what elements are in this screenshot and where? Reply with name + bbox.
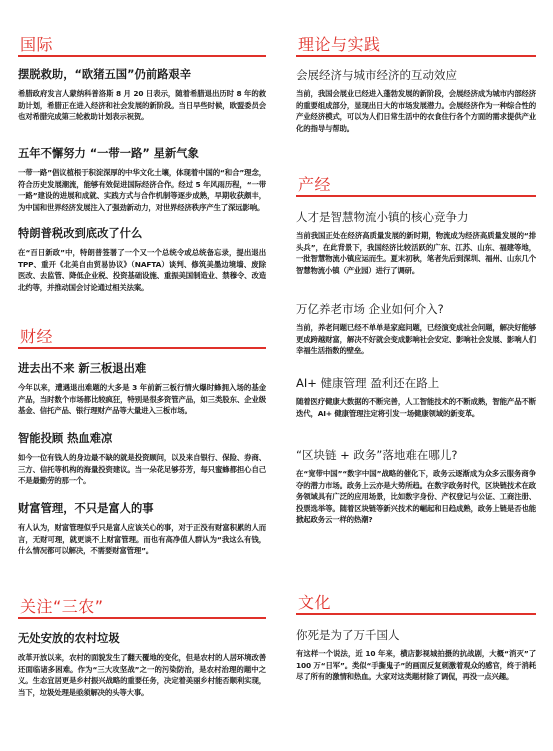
article[interactable]: [18, 502, 266, 557]
section-theory: [296, 30, 536, 133]
article-body: 当前我国正处在经济高质量发展的新时期，物流成为经济高质量发展的“排头兵”，在此背景下，我国经济比较活跃的广东、江苏、山东、福建等地，一批智慧物流小镇应运而生。夏末初秋，笔者先后到深圳、福州、山东几个智慧物流小镇（产业园）进行了调研。: [296, 231, 536, 275]
article-title[interactable]: 智能投顾 热血难凉: [18, 432, 113, 445]
article-body: 有人认为，财富管理似乎只是富人应该关心的事，对于正没有财富积累的人而言，无财可理，就更谈不上财富管理。而也有高净值人群认为“我这么有钱，什么情况都可以解决，不需要财富管理”。: [18, 523, 266, 556]
section-finance: [18, 322, 266, 556]
article[interactable]: [18, 432, 266, 487]
article-body: 在“百日新政”中，特朗普签署了一个又一个总统令或总统备忘录，提出退出 TPP、重开《北美自由贸易协议》（NAFTA）谈判、修筑美墨边境墙、废除医改、去监管、降低企业税、投资基础设施、重振美国制造业、禁穆令、改造北约等，并推动国会讨论通过相关法案。: [18, 248, 266, 292]
article-body: 今年以来，遭遇退出难题的大多是 3 年前新三板行情火爆时蜂拥入场的基金产品，当时数个市场都比较疯狂，特别是很多资管产品，如三类股东、企业级基金、信托产品、银行理财产品等大量进入三板市场。: [18, 383, 266, 416]
article[interactable]: [296, 302, 536, 357]
article-title[interactable]: 万亿养老市场 企业如何介入?: [296, 302, 444, 316]
article-title[interactable]: 人才是智慧物流小镇的核心竞争力: [296, 210, 469, 224]
article[interactable]: [296, 448, 536, 526]
article-title[interactable]: “区块链 + 政务”落地难在哪儿?: [296, 448, 458, 462]
section-header: [18, 592, 266, 622]
section-title: 理论与实践: [298, 35, 381, 54]
section-culture: [296, 588, 536, 682]
section-divider: [296, 195, 536, 197]
article-title[interactable]: 你死是为了万千国人: [296, 628, 400, 642]
section-header: [18, 322, 266, 352]
section-divider: [18, 617, 266, 619]
article[interactable]: [18, 147, 266, 213]
article-body: 当前，养老问题已经不单单是家庭问题，已经演变成社会问题，解决好能够更成跨越财富，解决不好就会变成影响社会安定、影响社会发展、影响人们幸福生活指数的壁垒。: [296, 323, 536, 356]
article-title[interactable]: 摆脱救助，“欧猪五国”仍前路艰辛: [18, 68, 192, 81]
article-body: 一带一路”倡议植根于积淀深厚的中华文化土壤，体现着中国的“和合”理念，符合历史发展潮流，能够有效促进国际经济合作。经过 5 年风雨历程，“一带一路”建设的进展和成就、实践方式与合作机制等逐步成熟，早期收获颇丰，为中国和世界经济发展注入了强劲新动力，对世界经济秩序产生了深远影响。: [18, 168, 266, 212]
section-agriculture: [18, 592, 266, 697]
section-international: [18, 30, 266, 292]
article[interactable]: [18, 362, 266, 417]
section-divider: [18, 347, 266, 349]
section-title: 文化: [298, 593, 332, 612]
article-body: 如今一位有钱人的身边最不缺的就是投资顾问，以及来自银行、保险、券商、三方、信托等机构的海量投资建议。当一朵花足够芬芳，每只蜜蜂都担心自己不是最勤劳的那一个。: [18, 453, 266, 486]
article[interactable]: [296, 628, 536, 683]
article-body: 在“宽带中国”“数字中国”战略的催化下，政务云逐渐成为众多云服务商争夺的潜力市场。政务上云亦是大势所趋。在数字政务时代，区块链技术在政务领域具有广泛的应用场景，比如数字身份、产权登记与公证、工商注册、投票选举等。随着区块链等新兴技术的崛起和日趋成熟，政务上链是否也能掀起政务云一样的热潮?: [296, 469, 536, 525]
section-industry: [296, 170, 536, 525]
article[interactable]: [296, 210, 536, 276]
article-title[interactable]: 无处安放的农村垃圾: [18, 632, 120, 645]
article-body: 希腊政府发言人蒙纳科普洛斯 8 月 20 日表示，随着希腊退出历时 8 年的救助计划，希腊正在进入经济和社会发展的新阶段。当日早些时候，欧盟委员会也对希腊完成第三轮救助计划表示祝贺。: [18, 89, 266, 122]
article[interactable]: [296, 376, 536, 419]
article-title[interactable]: 特朗普税改到底改了什么: [18, 227, 143, 240]
section-title: 国际: [20, 35, 54, 54]
article[interactable]: [296, 68, 536, 134]
article-body: 改革开放以来，农村的面貌发生了翻天覆地的变化，但是农村的人居环境改善还面临诸多困难。作为“三大攻坚战”之一的污染防治，是农村治理的题中之义。生态宜居更是乡村振兴战略的重要任务，决定着美丽乡村能否顺利实现，当下，垃圾处理是亟须解决的头等大事。: [18, 653, 266, 697]
article[interactable]: [18, 68, 266, 123]
section-title: 关注“三农”: [20, 597, 104, 616]
article-title[interactable]: 五年不懈努力 “一带一路” 星新气象: [18, 147, 199, 160]
section-header: [296, 170, 536, 200]
article[interactable]: [18, 227, 266, 293]
article[interactable]: [18, 632, 266, 698]
article-title[interactable]: 财富管理，不只是富人的事: [18, 502, 154, 515]
section-title: 财经: [20, 327, 54, 346]
section-header: [296, 588, 536, 618]
section-divider: [18, 55, 266, 57]
section-title: 产经: [298, 175, 332, 194]
article-title[interactable]: 进去出不来 新三板退出难: [18, 362, 147, 375]
section-header: [296, 30, 536, 60]
section-divider: [296, 55, 536, 57]
article-title[interactable]: 会展经济与城市经济的互动效应: [296, 68, 457, 82]
article-body: 当前，我国会展业已经进入蓬勃发展的新阶段，会展经济成为城市内部经济的重要组成部分，显现出日大的市场发展潜力。会展经济作为一种综合性的产业经济模式，可以为人们日常生活中的衣食住行各个方面的需求提供产业化的指导与帮助。: [296, 89, 536, 133]
article-body: 有这样一个说法，近 10 年来，横店影视城拍摄的抗战剧，大概“消灭”了 100 万“日军”。类似“手撕鬼子”的画面反复刺激着观众的感官，终于消耗尽了所有的激情和热血。大家对这类题材除了调侃，再没一点兴趣。: [296, 649, 536, 682]
section-header: [18, 30, 266, 60]
section-divider: [296, 613, 536, 615]
article-body: 随着医疗健康大数据的不断完善，人工智能技术的不断成熟，智能产品不断迭代，AI+ 健康管理注定将引发一场健康领域的新变革。: [296, 397, 536, 418]
article-title[interactable]: AI+ 健康管理 盈利还在路上: [296, 376, 440, 390]
